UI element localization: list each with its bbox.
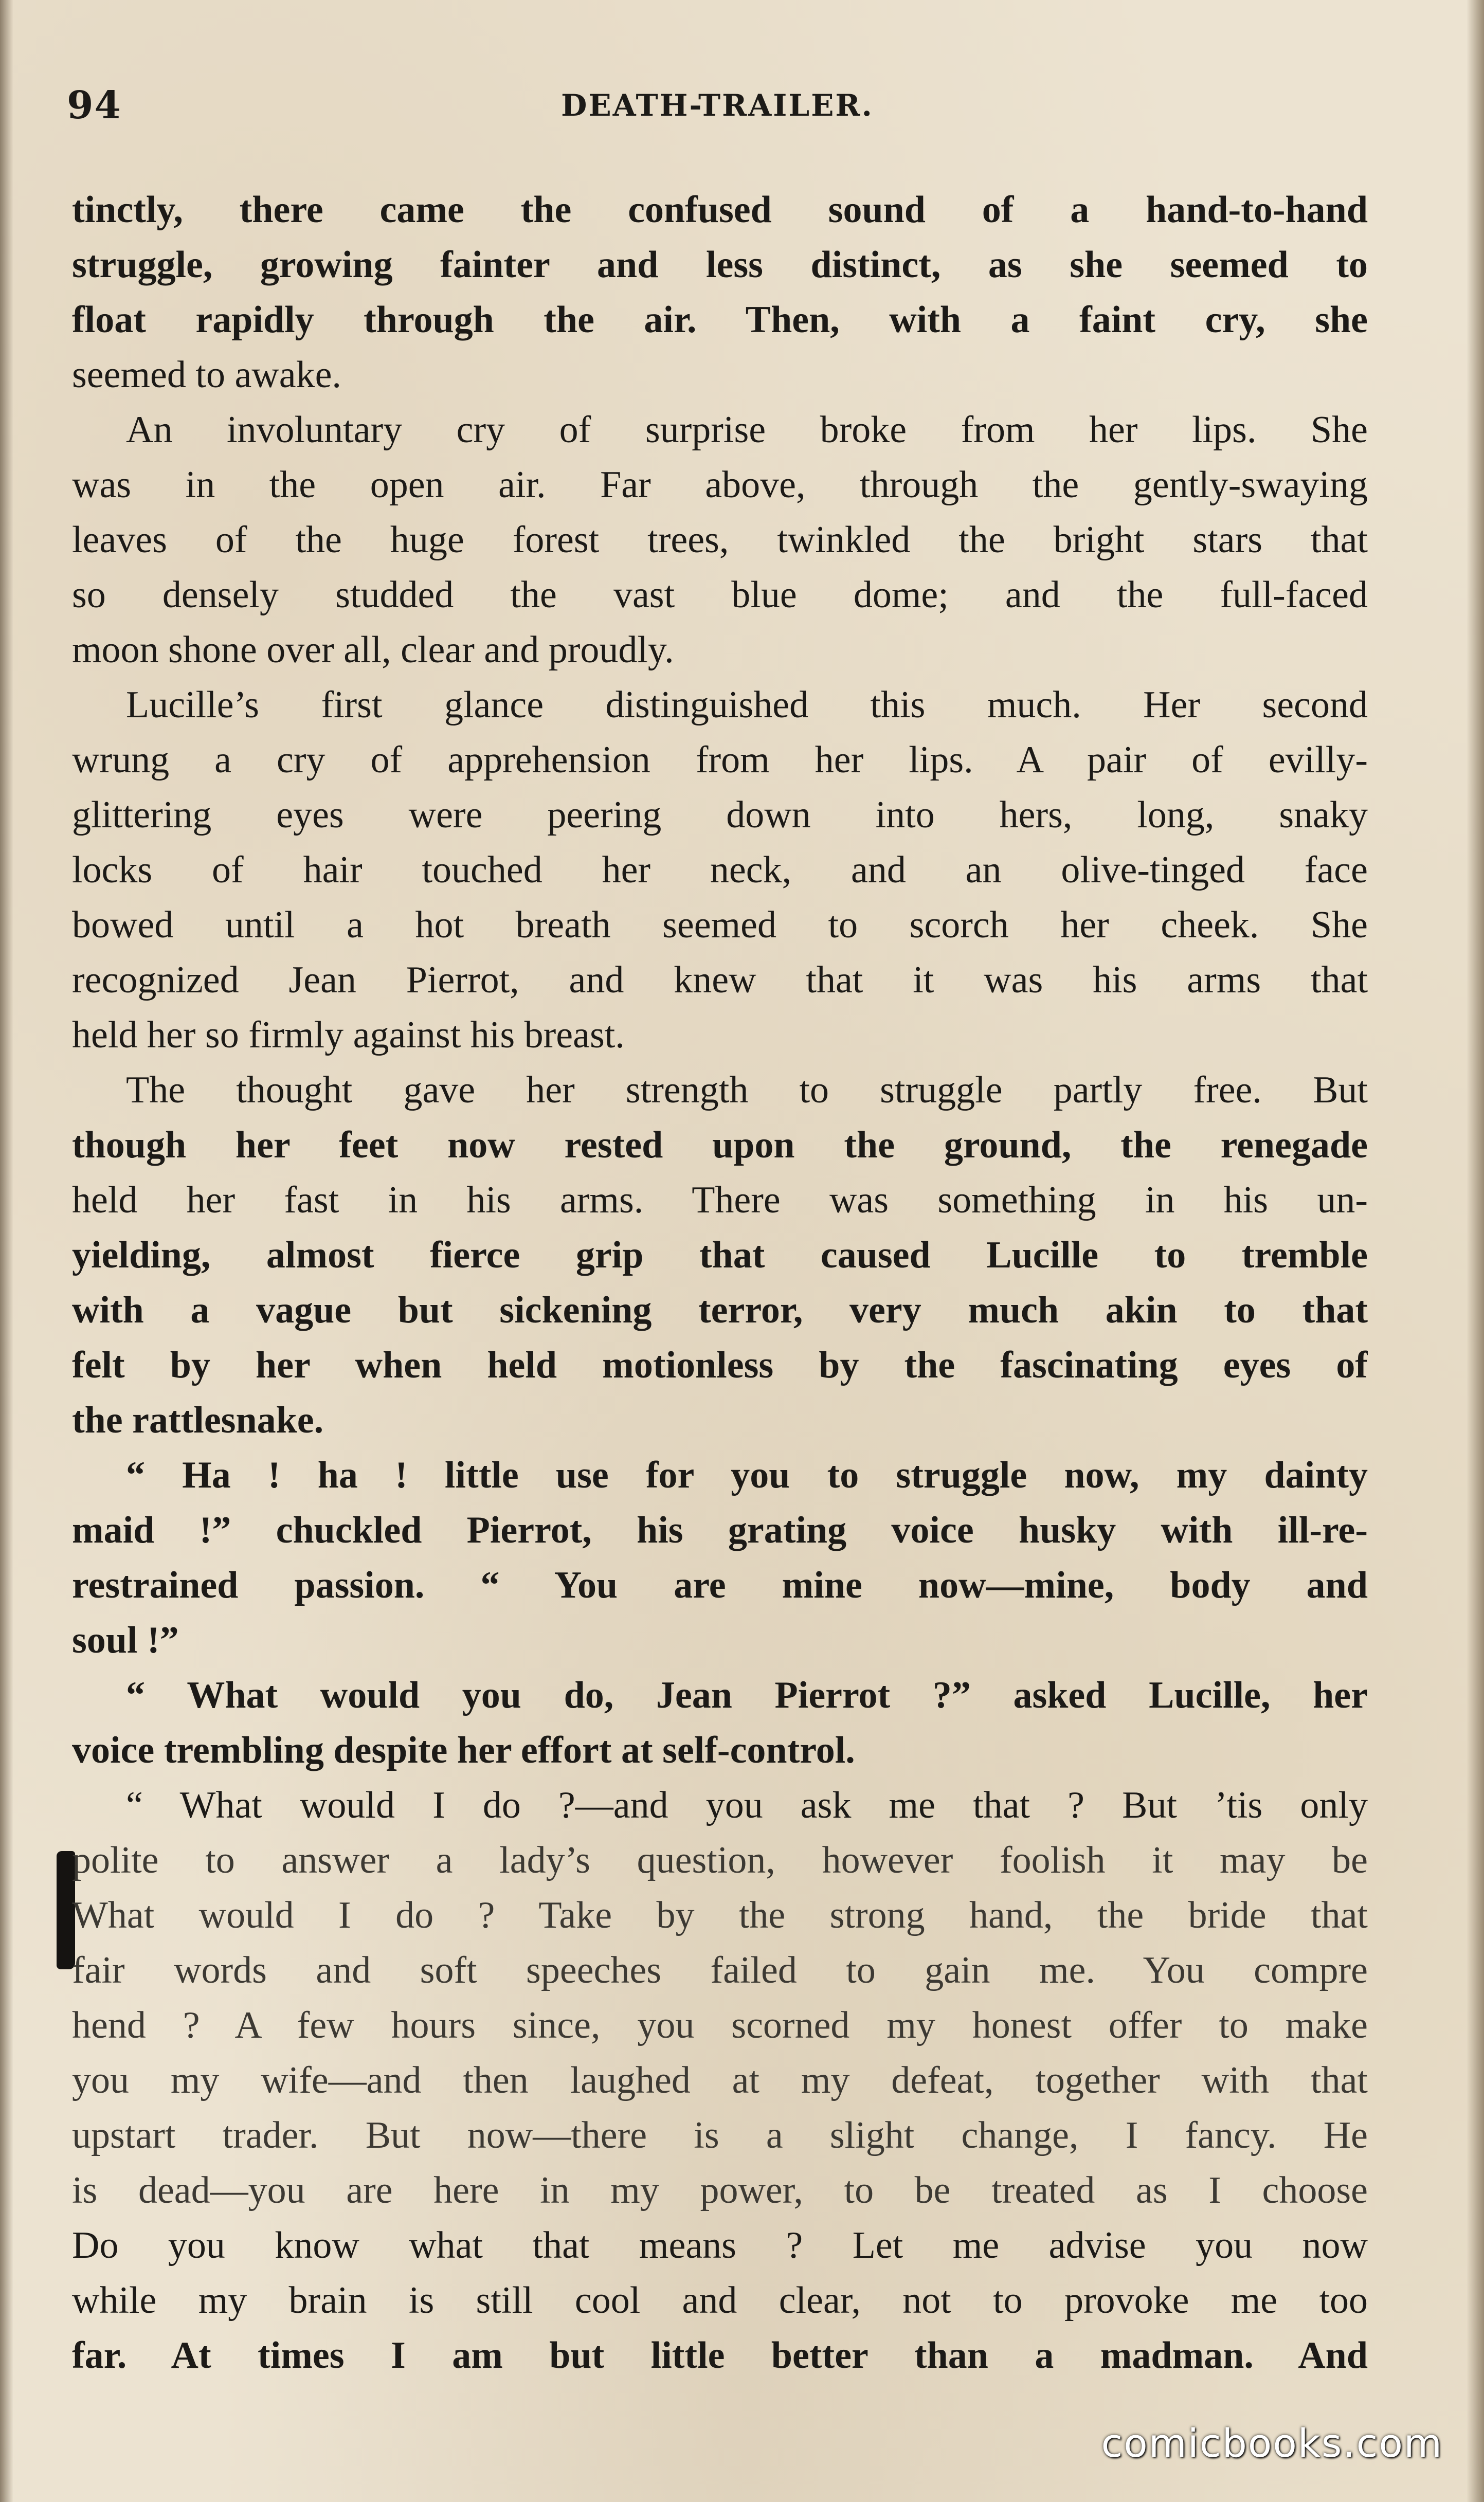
text-line: held her so firmly against his breast. — [72, 1014, 625, 1056]
watermark: comicbooks.com — [1101, 2420, 1443, 2466]
text-line: while my brain is still cool and clear, not to provoke me too — [72, 2279, 1368, 2322]
text-line: wrung a cry of apprehension from her lips. A pair of evilly- — [72, 739, 1368, 781]
text-line: felt by her when held motionless by the fascinating eyes of — [72, 1344, 1368, 1386]
text-line: fair words and soft speeches failed to gain me. You compre — [72, 1949, 1368, 1991]
text-line: “ What would I do ?—and you ask me that ? But ’tis only — [126, 1784, 1368, 1826]
text-line: locks of hair touched her neck, and an olive-tinged face — [72, 849, 1368, 891]
text-line: float rapidly through the air. Then, with a faint cry, she — [72, 299, 1368, 341]
text-line: was in the open air. Far above, through the gently-swaying — [72, 464, 1368, 506]
text-line: hend ? A few hours since, you scorned my honest offer to make — [72, 2004, 1368, 2046]
text-line: voice trembling despite her effort at self-control. — [72, 1729, 855, 1771]
text-line: glittering eyes were peering down into hers, long, snaky — [72, 794, 1368, 836]
text-line: upstart trader. But now—there is a slight change, I fancy. He — [72, 2114, 1368, 2156]
text-line: restrained passion. “ You are mine now—mine, body and — [72, 1564, 1368, 1606]
page-right-edge-shadow — [1467, 0, 1484, 2502]
text-line: with a vague but sickening terror, very much akin to that — [72, 1289, 1368, 1331]
text-line: though her feet now rested upon the ground, the renegade — [72, 1124, 1368, 1166]
text-line: so densely studded the vast blue dome; and the full-faced — [72, 574, 1368, 616]
running-head: DEATH-TRAILER. — [561, 88, 874, 123]
text-line: moon shone over all, clear and proudly. — [72, 629, 674, 671]
body-text — [72, 183, 1368, 2383]
text-line: struggle, growing fainter and less distinct, as she seemed to — [72, 244, 1368, 286]
text-line: is dead—you are here in my power, to be treated as I choose — [72, 2169, 1368, 2211]
page-left-edge-shadow — [0, 0, 13, 2502]
text-line: What would I do ? Take by the strong hand, the bride that — [72, 1894, 1368, 1936]
page-header — [67, 77, 1368, 134]
text-line: you my wife—and then laughed at my defeat, together with that — [72, 2059, 1368, 2101]
text-line: tinctly, there came the confused sound of a hand-to-hand — [72, 189, 1368, 231]
text-line: “ What would you do, Jean Pierrot ?” asked Lucille, her — [126, 1674, 1368, 1716]
text-line: recognized Jean Pierrot, and knew that it was his arms that — [72, 959, 1368, 1001]
text-line: The thought gave her strength to struggle partly free. But — [126, 1069, 1368, 1111]
text-line: held her fast in his arms. There was something in his un- — [72, 1179, 1368, 1221]
text-line: soul !” — [72, 1619, 179, 1661]
text-line: Do you know what that means ? Let me advise you now — [72, 2224, 1368, 2267]
text-line: yielding, almost fierce grip that caused Lucille to tremble — [72, 1234, 1368, 1276]
text-line: leaves of the huge forest trees, twinkled the bright stars that — [72, 519, 1368, 561]
text-line: maid !” chuckled Pierrot, his grating voice husky with ill-re- — [72, 1509, 1368, 1551]
text-line: “ Ha ! ha ! little use for you to struggle now, my dainty — [126, 1454, 1368, 1496]
text-line: polite to answer a lady’s question, however foolish it may be — [72, 1839, 1368, 1881]
text-line: bowed until a hot breath seemed to scorch her cheek. She — [72, 904, 1368, 946]
text-line: An involuntary cry of surprise broke from her lips. She — [126, 409, 1368, 451]
text-line: seemed to awake. — [72, 354, 341, 396]
page-number: 94 — [67, 83, 122, 128]
text-line: Lucille’s first glance distinguished this much. Her second — [126, 684, 1368, 726]
text-line: far. At times I am but little better than a madman. And — [72, 2334, 1368, 2377]
text-line: the rattlesnake. — [72, 1399, 324, 1441]
